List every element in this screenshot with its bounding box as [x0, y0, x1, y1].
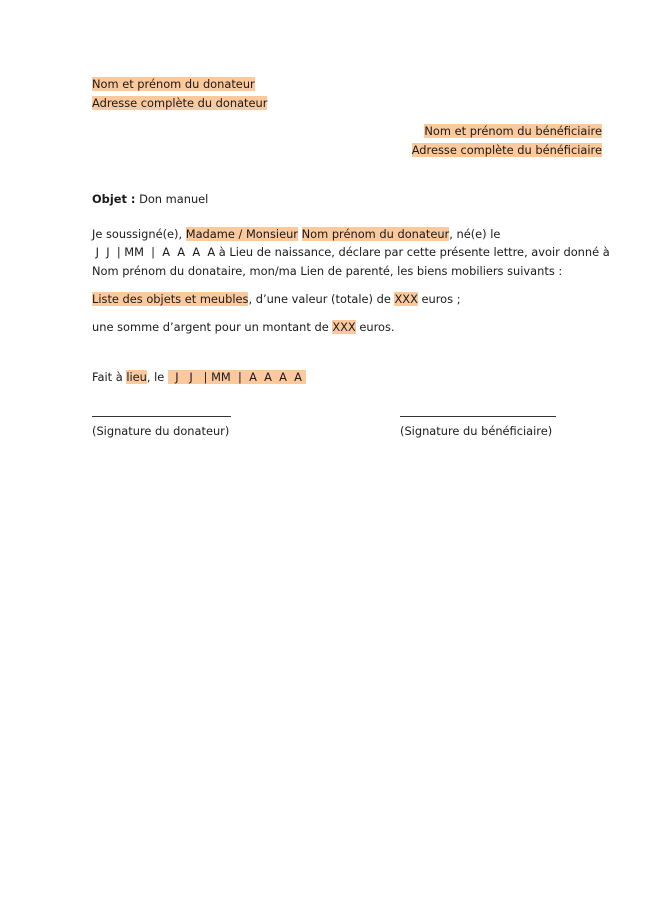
value-suffix: euros ;	[417, 292, 461, 306]
objects-line	[92, 291, 461, 308]
beneficiary-signature-label: (Signature du bénéficiaire)	[400, 424, 553, 438]
beneficiary-signature-line	[400, 416, 556, 417]
birth-place-text: à Lieu de naissance, déclare par cette présente lettre, avoir donné à	[215, 245, 610, 259]
objects-placeholder: Liste des objets et meubles	[92, 292, 249, 306]
closing-date-placeholder: J J | MM | A A A A	[167, 370, 306, 384]
donor-address	[92, 95, 267, 112]
donor-name	[92, 76, 255, 93]
donee-relation-text: Nom prénom du donataire, mon/ma Lien de parenté, les biens mobiliers suivants :	[92, 264, 563, 278]
subject-label: Objet :	[92, 192, 136, 206]
born-text: , né(e) le	[449, 227, 501, 241]
subject-line	[92, 191, 208, 208]
money-suffix: euros.	[355, 320, 395, 334]
donor-address-placeholder: Adresse complète du donateur	[92, 96, 268, 110]
beneficiary-name	[424, 123, 602, 140]
beneficiary-name-placeholder: Nom et prénom du bénéficiaire	[424, 124, 602, 138]
money-line	[92, 319, 395, 336]
beneficiary-address	[412, 142, 602, 159]
donor-name-placeholder: Nom et prénom du donateur	[92, 77, 255, 91]
money-text: une somme d’argent pour un montant de	[92, 320, 333, 334]
birth-date: J J | MM | A A A A	[92, 245, 216, 259]
closing-mid: , le	[146, 370, 168, 384]
civility-placeholder: Madame / Monsieur	[185, 227, 298, 241]
body-line-3	[92, 263, 562, 280]
money-placeholder: XXX	[332, 320, 356, 334]
body-line-2	[92, 244, 610, 261]
closing-prefix: Fait à	[92, 370, 127, 384]
closing-line	[92, 369, 306, 386]
value-text: , d’une valeur (totale) de	[248, 292, 395, 306]
beneficiary-address-placeholder: Adresse complète du bénéficiaire	[411, 143, 602, 157]
subject-text: Don manuel	[139, 192, 209, 206]
body-line-1	[92, 226, 500, 243]
donor-signature-line	[92, 416, 231, 417]
value-placeholder: XXX	[394, 292, 418, 306]
body-intro: Je soussigné(e),	[92, 227, 186, 241]
donor-signature-label: (Signature du donateur)	[92, 424, 230, 438]
donor-name-inline-placeholder: Nom prénom du donateur	[301, 227, 450, 241]
place-placeholder: lieu	[126, 370, 147, 384]
